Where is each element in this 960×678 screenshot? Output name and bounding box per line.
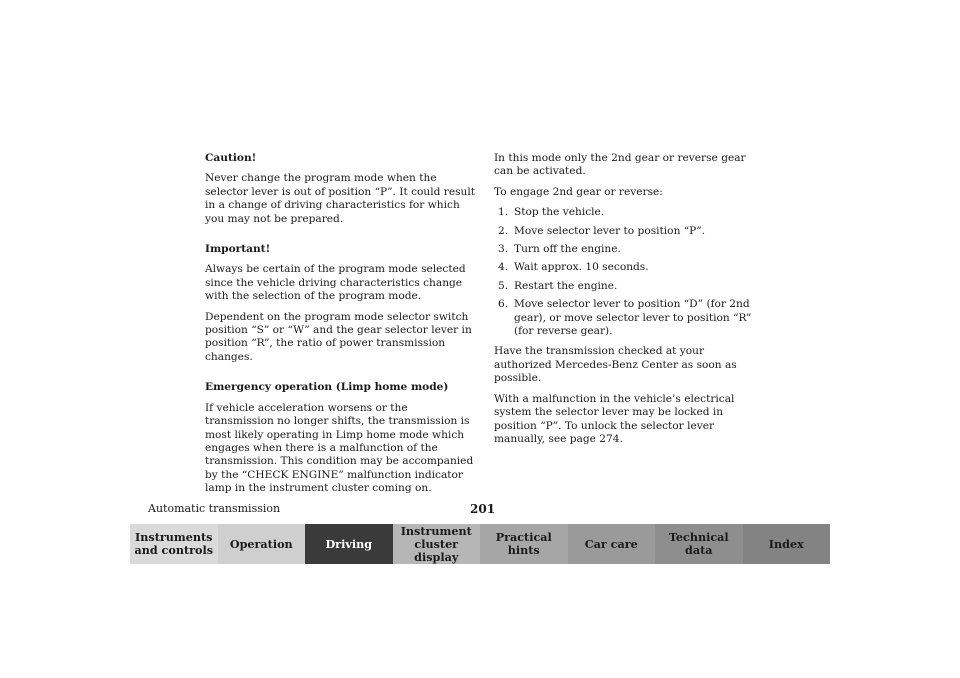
tab-instruments-and-controls[interactable]: Instruments and controls xyxy=(130,524,218,564)
list-item: 4. Wait approx. 10 seconds. xyxy=(498,261,649,274)
tab-practical-hints[interactable]: Practical hints xyxy=(480,524,568,564)
page-number: 201 xyxy=(470,502,496,516)
emergency-text: If vehicle acceleration worsens or the transmission no longer shifts, the transmission is most likely operating in Limp home mode which engages when there is a malfunction of the transmission. This condition may be accompanied by the “CHECK ENGINE” malfunction indicator lamp in the instrument cluster coming on. xyxy=(205,401,474,495)
emergency-heading: Emergency operation (Limp home mode) xyxy=(205,381,449,394)
list-item: 6. Move selector lever to position “D” (for 2nd gear), or move selector lever to position “R” (for reverse gear). xyxy=(498,298,752,338)
steps-list xyxy=(494,206,764,338)
tab-operation[interactable]: Operation xyxy=(218,524,306,564)
closing-text-1: Have the transmission checked at your authorized Mercedes-Benz Center as soon as possible. xyxy=(494,345,737,385)
caution-text: Never change the program mode when the selector lever is out of position “P”. It could result in a change of driving characteristics for which you may not be prepared. xyxy=(205,172,476,225)
tab-technical-data[interactable]: Technical data xyxy=(655,524,743,564)
important-heading: Important! xyxy=(205,243,271,256)
list-item: 5. Restart the engine. xyxy=(498,279,618,292)
important-text-2: Dependent on the program mode selector switch position “S” or “W” and the gear selector lever in position “R”, the ratio of power transmission changes. xyxy=(205,310,472,363)
important-text-1: Always be certain of the program mode selected since the vehicle driving characteristics change with the selection of the program mode. xyxy=(205,263,466,303)
section-title: Automatic transmission xyxy=(148,502,281,515)
tab-driving[interactable]: Driving xyxy=(305,524,393,564)
right-column xyxy=(494,152,764,453)
left-column xyxy=(205,152,475,503)
chapter-tabs xyxy=(130,524,830,564)
mode-intro: In this mode only the 2nd gear or reverse gear can be activated. xyxy=(494,152,746,178)
tab-index[interactable]: Index xyxy=(743,524,831,564)
list-item: 3. Turn off the engine. xyxy=(498,243,621,256)
running-head xyxy=(130,502,830,518)
list-item: 1. Stop the vehicle. xyxy=(498,206,605,219)
caution-heading: Caution! xyxy=(205,152,257,164)
tab-car-care[interactable]: Car care xyxy=(568,524,656,564)
list-item: 2. Move selector lever to position “P”. xyxy=(498,224,706,237)
steps-intro: To engage 2nd gear or reverse: xyxy=(494,185,663,198)
closing-text-2: With a malfunction in the vehicle’s electrical system the selector lever may be locked in position “P”. To unlock the selector lever manually, see page 274. xyxy=(494,392,735,445)
tab-instrument-cluster-display[interactable]: Instrument cluster display xyxy=(393,524,481,564)
